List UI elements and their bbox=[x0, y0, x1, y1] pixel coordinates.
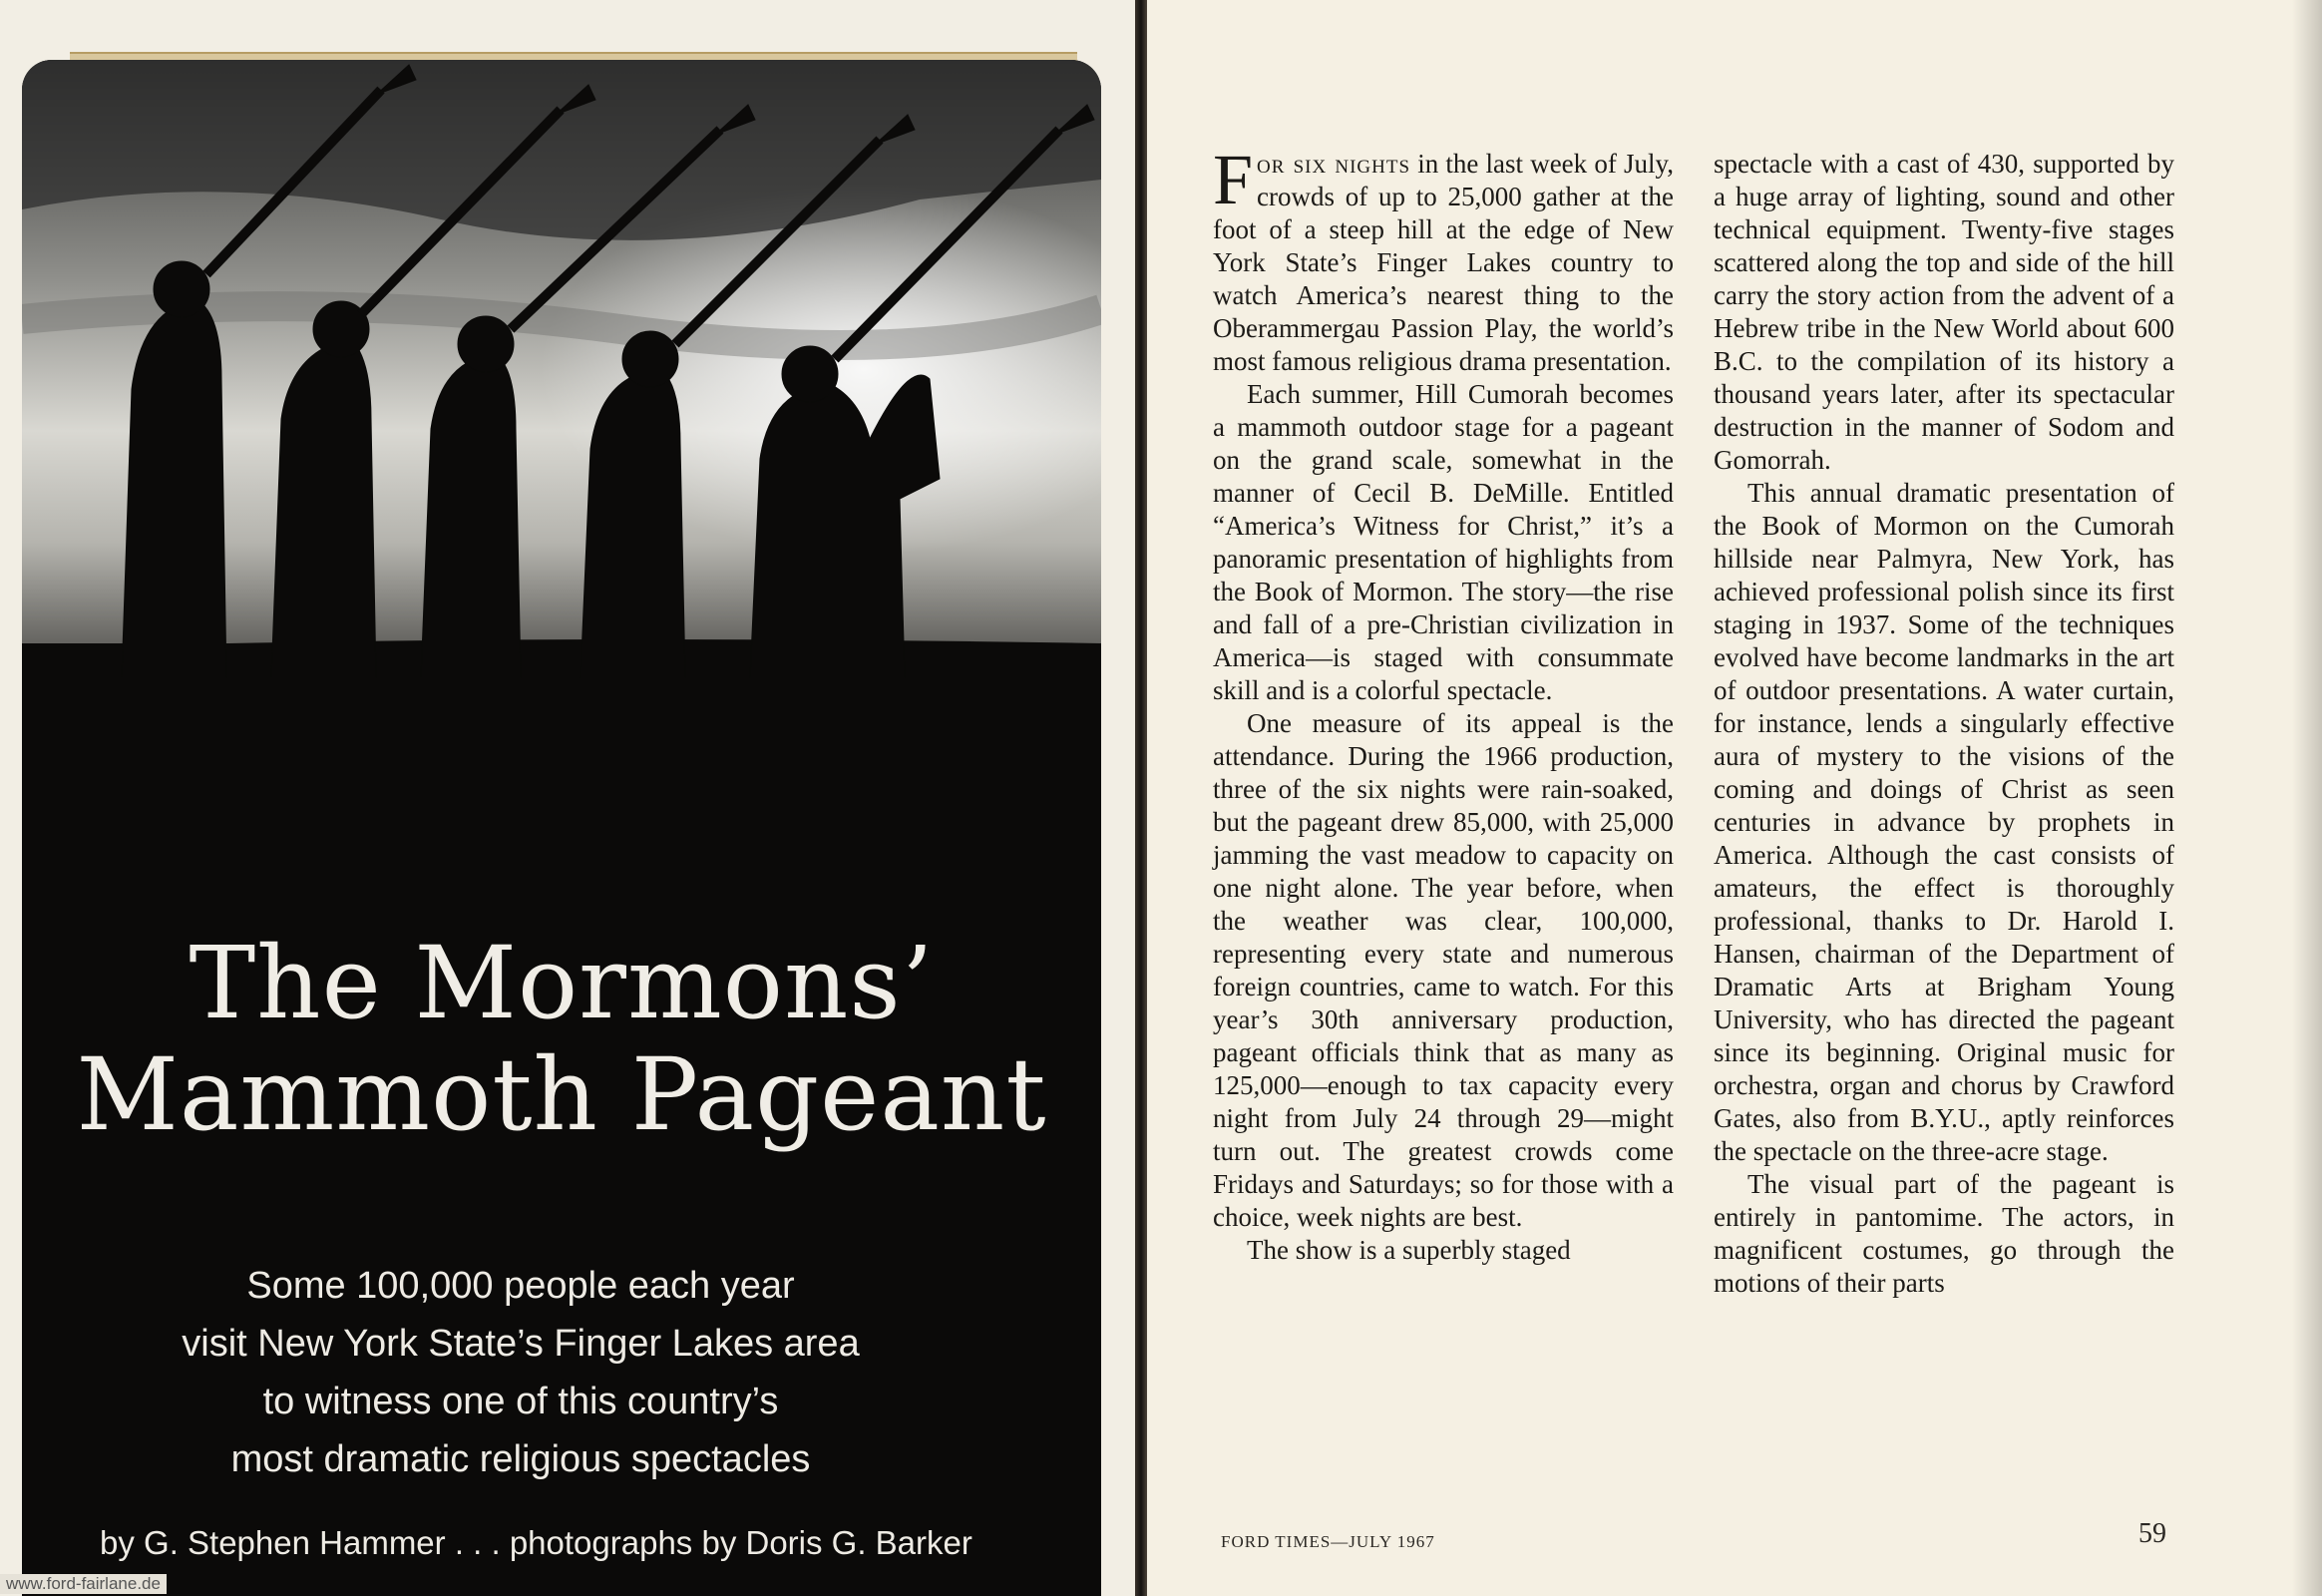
paragraph-text: in the last week of July, crowds of up to 25,000 gather at the foot of a steep hill at the edge of New York State’s Finger Lakes country to watch America’s nearest thing to the Oberammergau Passion Play, the world’s most famous religious drama presentation. bbox=[1213, 149, 1674, 376]
text-column-1 bbox=[1213, 140, 1674, 1267]
paragraph: This annual dramatic presentation of the Book of Mormon on the Cumorah hillside near Palmyra, New York, has achieved professional polish since its first staging in 1937. Some of the techniques evolved have become landmarks in the art of outdoor presentations. A water curtain, for instance, lends a singularly effective aura of mystery to the visions of the coming and doings of Christ as seen centuries in advance by prophets in America. Although the cast consists of amateurs, the effect is thoroughly professional, thanks to Dr. Harold I. Hansen, chairman of the Department of Dramatic Arts at Brigham Young University, who has directed the pageant since its beginning. Original music for orchestra, organ and chorus by Crawford Gates, also from B.Y.U., aptly reinforces the spectacle on the three-acre stage. bbox=[1714, 478, 2174, 1166]
title-line-1: The Mormons’ bbox=[189, 925, 935, 1041]
subtitle-line-2: visit New York State’s Finger Lakes area bbox=[182, 1323, 860, 1365]
watermark: www.ford-fairlane.de bbox=[0, 1574, 167, 1594]
trumpeters-photo bbox=[22, 60, 1101, 678]
page-number: 59 bbox=[2138, 1518, 2166, 1549]
article-subtitle bbox=[22, 1257, 1019, 1488]
right-page bbox=[1147, 0, 2322, 1596]
subtitle-line-4: most dramatic religious spectacles bbox=[230, 1438, 811, 1480]
page-edge-shadow bbox=[2292, 0, 2322, 1596]
lead-smallcaps: or six nights bbox=[1257, 149, 1411, 179]
paragraph bbox=[1213, 140, 1674, 378]
title-line-2: Mammoth Pageant bbox=[76, 1036, 1047, 1153]
left-page bbox=[0, 0, 1135, 1596]
text-column-2 bbox=[1714, 148, 2174, 1300]
paragraph: One measure of its appeal is the attendance. During the 1966 production, three of the six nights were rain-soaked, but the pageant drew 85,000, with 25,000 jamming the vast meadow to capacity on one night alone. The year before, when the weather was clear, 100,000, representing every state and numerous foreign countries, came to watch. For this year’s 30th anniversary production, pageant officials think that as many as 125,000—enough to tax capacity every night from July 24 through 29—might turn out. The greatest crowds come Fridays and Saturdays; so for those with a choice, week nights are best. bbox=[1213, 708, 1674, 1232]
paragraph: The visual part of the pageant is entirely in pantomime. The actors, in magnificent costumes, go through the motions of their parts bbox=[1714, 1169, 2174, 1298]
title-panel bbox=[22, 60, 1101, 1596]
paragraph: spectacle with a cast of 430, supported by a huge array of lighting, sound and other technical equipment. Twenty-five stages scattered along the top and side of the hill carry the story action from the advent of a Hebrew tribe in the New World about 600 B.C. to the compilation of its history a thousand years later, after its spectacular destruction in the manner of Sodom and Gomorrah. bbox=[1714, 149, 2174, 475]
subtitle-line-1: Some 100,000 people each year bbox=[246, 1265, 795, 1307]
byline: by G. Stephen Hammer . . . photographs by Doris G. Barker bbox=[100, 1524, 972, 1561]
drop-cap: F bbox=[1213, 140, 1254, 219]
paragraph: The show is a superbly staged bbox=[1247, 1235, 1571, 1265]
subtitle-line-3: to witness one of this country’s bbox=[262, 1381, 779, 1422]
paragraph: Each summer, Hill Cumorah becomes a mammoth outdoor stage for a pageant on the grand scale, somewhat in the manner of Cecil B. DeMille. Entitled “America’s Witness for Christ,” it’s a panoramic presentation of highlights from the Book of Mormon. The story—the rise and fall of a pre-Christian civilization in America—is staged with consummate skill and is a colorful spectacle. bbox=[1213, 379, 1674, 705]
page-gutter bbox=[1135, 0, 1147, 1596]
running-footer: FORD TIMES—JULY 1967 bbox=[1221, 1532, 1435, 1551]
article-title bbox=[22, 925, 1101, 1153]
